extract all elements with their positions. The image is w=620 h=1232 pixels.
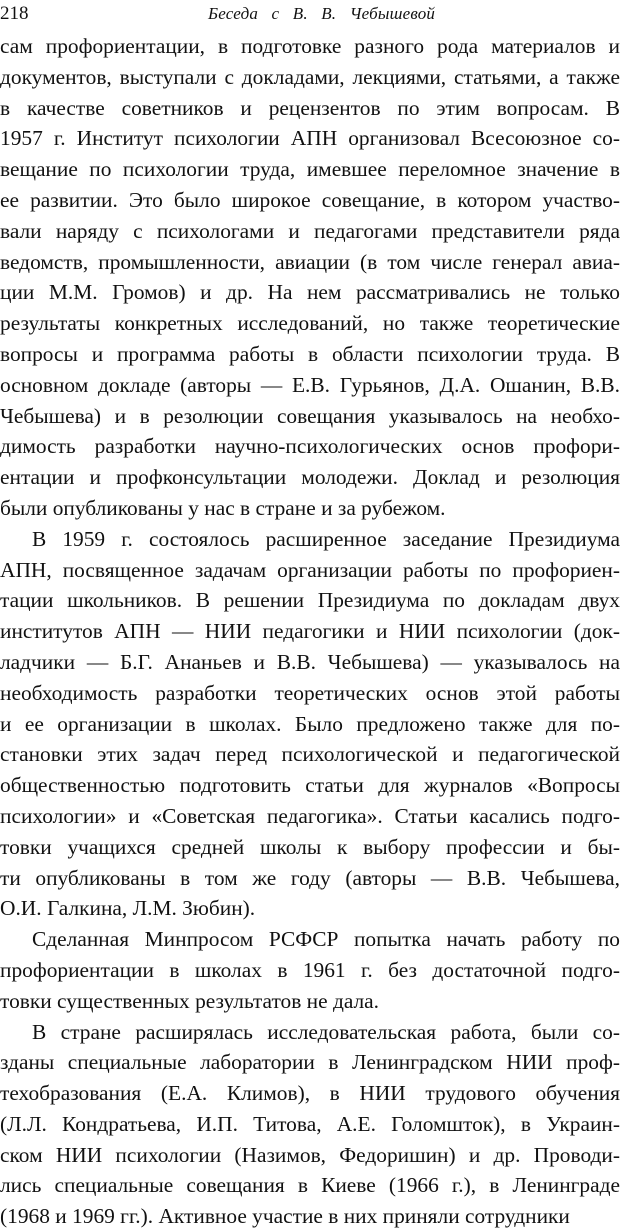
text-line: ее развитии. Это было широкое совещание, в котором участво- — [0, 185, 620, 216]
text-line: профориентации в школах в 1961 г. без достаточной подго- — [0, 955, 620, 986]
text-line: документов, выступали с докладами, лекциями, статьями, а также — [0, 62, 620, 93]
text-line: ти опубликованы в том же году (авторы — В.В. Чебышева, — [0, 863, 620, 894]
text-line: становки этих задач перед психологической и педагогической — [0, 739, 620, 770]
text-line: ентации и профконсультации молодежи. Доклад и резолюция — [0, 462, 620, 493]
text-line: вещание по психологии труда, имевшее переломное значение в — [0, 154, 620, 185]
text-line: ладчики — Б.Г. Ананьев и В.В. Чебышева) — указывалось на — [0, 647, 620, 678]
text-line: сам профориентации, в подготовке разного рода материалов и — [0, 31, 620, 62]
body-text — [0, 31, 620, 1232]
text-line: зданы специальные лаборатории в Ленинградском НИИ проф- — [0, 1047, 620, 1078]
text-line: В 1959 г. состоялось расширенное заседание Президиума — [0, 524, 620, 555]
text-line: необходимость разработки теоретических основ этой работы — [0, 678, 620, 709]
text-line: АПН, посвященное задачам организации работы по профориен- — [0, 555, 620, 586]
text-line: общественностью подготовить статьи для журналов «Вопросы — [0, 770, 620, 801]
text-line: лись специальные совещания в Киеве (1966 г.), в Ленинграде — [0, 1170, 620, 1201]
text-line: 1957 г. Институт психологии АПН организовал Всесоюзное со- — [0, 123, 620, 154]
text-line: в качестве советников и рецензентов по этим вопросам. В — [0, 93, 620, 124]
text-line: результаты конкретных исследований, но также теоретические — [0, 308, 620, 339]
text-line: димость разработки научно-психологических основ профори- — [0, 431, 620, 462]
paragraph — [0, 1017, 620, 1232]
paragraph — [0, 524, 620, 924]
running-head: Беседа с В. В. Чебышевой — [208, 2, 435, 26]
paragraph — [0, 31, 620, 524]
text-line: В стране расширялась исследовательская работа, были со- — [0, 1017, 620, 1048]
text-line: ведомств, промышленности, авиации (в том числе генерал авиа- — [0, 247, 620, 278]
text-line: ции М.М. Громов) и др. На нем рассматривались не только — [0, 277, 620, 308]
text-line: психологии» и «Советская педагогика». Статьи касались подго- — [0, 801, 620, 832]
text-line: тации школьников. В решении Президиума по докладам двух — [0, 585, 620, 616]
text-line: ском НИИ психологии (Назимов, Федоришин) и др. Проводи- — [0, 1140, 620, 1171]
text-line: институтов АПН — НИИ педагогики и НИИ психологии (док- — [0, 616, 620, 647]
text-line: Сделанная Минпросом РСФСР попытка начать работу по — [0, 924, 620, 955]
text-line: (1968 и 1969 гг.). Активное участие в них приняли сотрудники — [0, 1201, 620, 1232]
text-line: были опубликованы у нас в стране и за рубежом. — [0, 493, 620, 524]
text-line: Чебышева) и в резолюции совещания указывалось на необхо- — [0, 401, 620, 432]
text-line: товки учащихся средней школы к выбору профессии и бы- — [0, 832, 620, 863]
text-line: техобразования (Е.А. Климов), в НИИ трудового обучения — [0, 1078, 620, 1109]
text-line: (Л.Л. Кондратьева, И.П. Титова, А.Е. Голомшток), в Украин- — [0, 1109, 620, 1140]
text-line: О.И. Галкина, Л.М. Зюбин). — [0, 893, 620, 924]
text-line: товки существенных результатов не дала. — [0, 986, 620, 1017]
text-line: и ее организации в школах. Было предложено также для по- — [0, 709, 620, 740]
text-line: вали наряду с психологами и педагогами представители ряда — [0, 216, 620, 247]
page-header — [0, 2, 620, 28]
page-number: 218 — [0, 2, 29, 26]
text-line: вопросы и программа работы в области психологии труда. В — [0, 339, 620, 370]
text-line: основном докладе (авторы — Е.В. Гурьянов, Д.А. Ошанин, В.В. — [0, 370, 620, 401]
